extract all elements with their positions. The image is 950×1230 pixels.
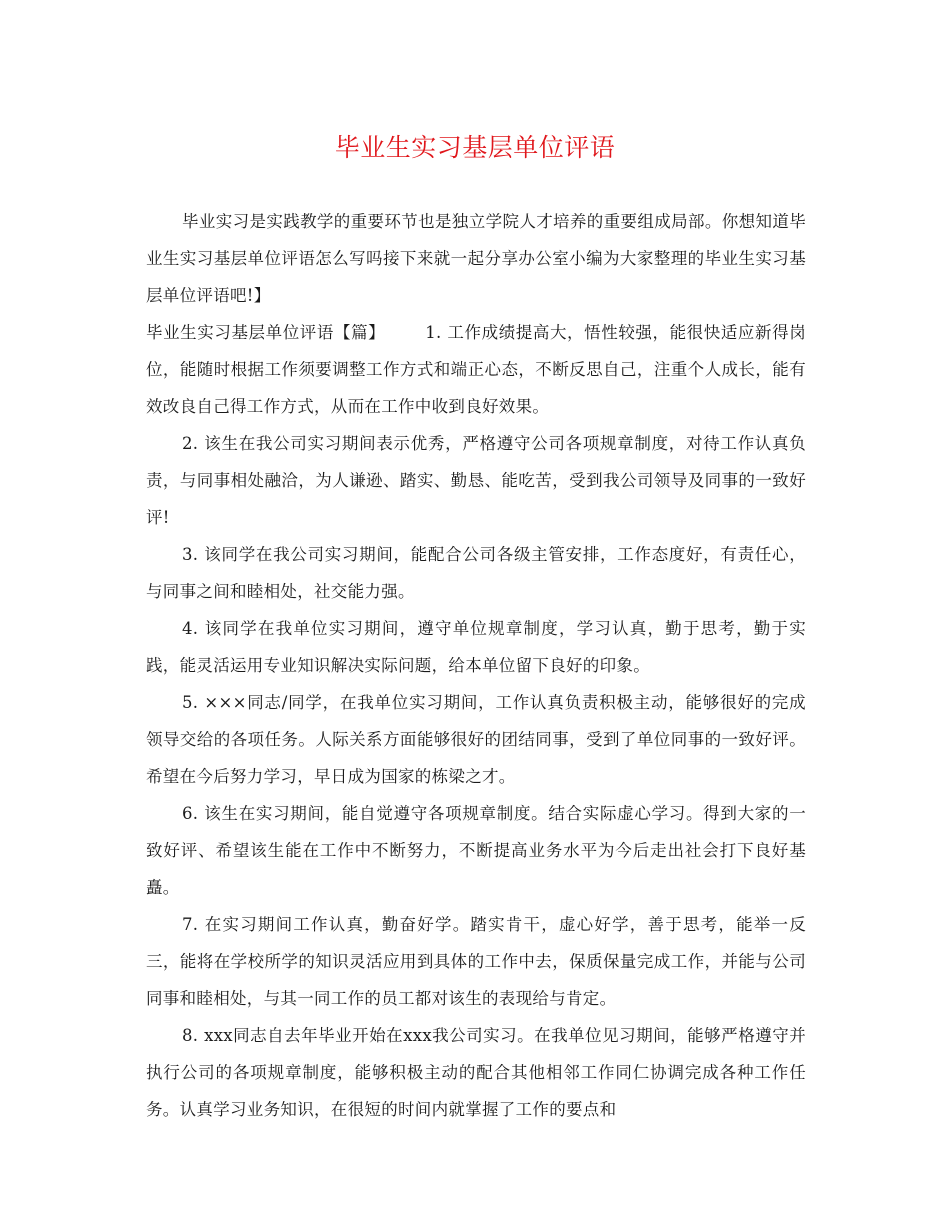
item-2: 2. 该生在我公司实习期间表示优秀，严格遵守公司各项规章制度，对待工作认真负责，与同事相处融洽，为人谦逊、踏实、勤恳、能吃苦，受到我公司领导及同事的一致好评!	[146, 434, 806, 527]
section-heading: 毕业生实习基层单位评语【篇】	[146, 323, 386, 342]
item-8: 8. xxx同志自去年毕业开始在xxx我公司实习。在我单位见习期间，能够严格遵守并执行公司的各项规章制度，能够积极主动的配合其他相邻工作同仁协调完成各种工作任务。认真学习业务知识，在很短的时间内就掌握了工作的要点和	[146, 1026, 806, 1119]
item-3: 3. 该同学在我公司实习期间，能配合公司各级主管安排，工作态度好，有责任心，与同事之间和睦相处，社交能力强。	[146, 545, 806, 601]
item-7: 7. 在实习期间工作认真，勤奋好学。踏实肯干，虚心好学，善于思考，能举一反三，能将在学校所学的知识灵活应用到具体的工作中去，保质保量完成工作，并能与公司同事和睦相处，与其一同工作的员工都对该生的表现给与肯定。	[146, 915, 806, 1008]
item-4: 4. 该同学在我单位实习期间，遵守单位规章制度，学习认真，勤于思考，勤于实践，能灵活运用专业知识解决实际问题，给本单位留下良好的印象。	[146, 619, 806, 675]
document-title: 毕业生实习基层单位评语	[334, 133, 616, 162]
item-1: 1. 工作成绩提高大，悟性较强，能很快适应新得岗位，能随时根据工作须要调整工作方式和端正心态，不断反思自己，注重个人成长，能有效改良自己得工作方式，从而在工作中收到良好效果。	[146, 323, 807, 416]
document-body	[146, 203, 806, 1128]
intro-paragraph: 毕业实习是实践教学的重要环节也是独立学院人才培养的重要组成局部。你想知道毕业生实习基层单位评语怎么写吗接下来就一起分享办公室小编为大家整理的毕业生实习基层单位评语吧!】	[146, 212, 806, 305]
item-6: 6. 该生在实习期间，能自觉遵守各项规章制度。结合实际虚心学习。得到大家的一致好评、希望该生能在工作中不断努力，不断提高业务水平为今后走出社会打下良好基矗。	[146, 804, 806, 897]
item-5: 5. ×××同志/同学，在我单位实习期间，工作认真负责积极主动，能够很好的完成领导交给的各项任务。人际关系方面能够很好的团结同事，受到了单位同事的一致好评。希望在今后努力学习，早日成为国家的栋梁之才。	[146, 693, 806, 786]
first-item-paragraph	[146, 314, 806, 425]
